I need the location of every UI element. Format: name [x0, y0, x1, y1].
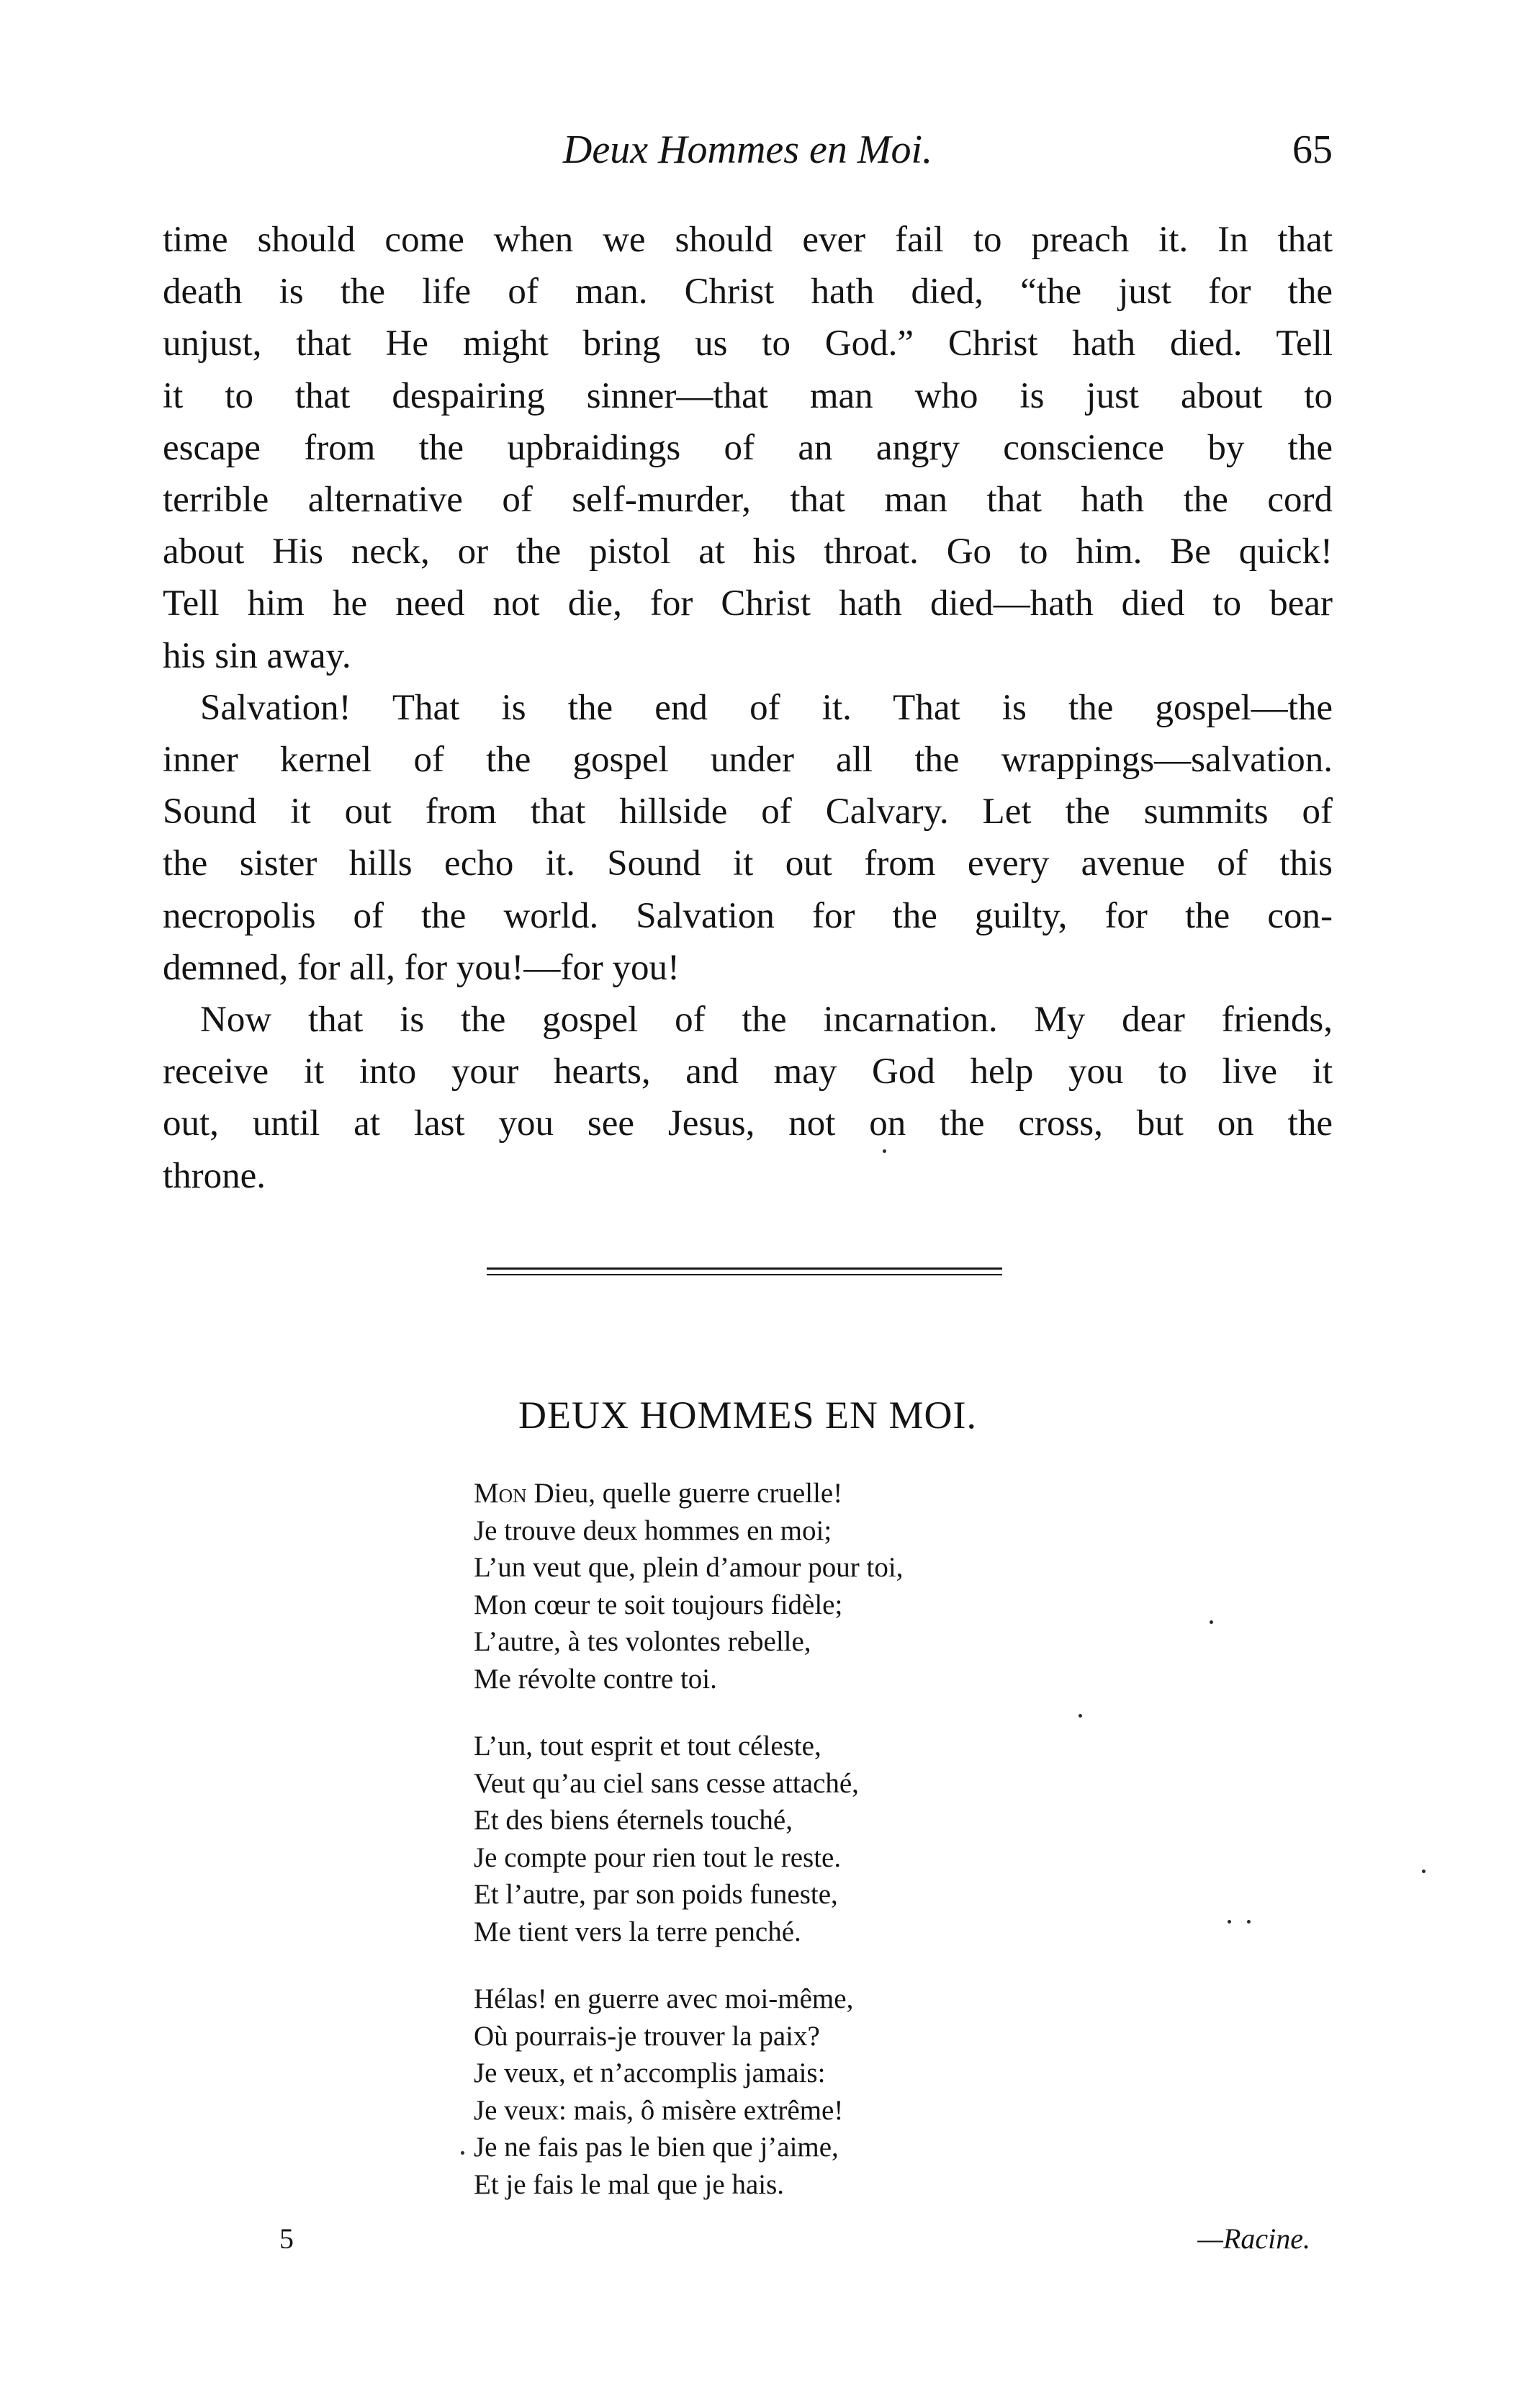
poem-title: DEUX HOMMES EN MOI.	[518, 1394, 977, 1437]
text-line: Tell him he need not die, for Christ hath died—hath died to bear	[163, 583, 1333, 624]
stanza-1	[474, 1475, 1302, 1697]
text-line: the sister hills echo it. Sound it out from every avenue of this	[163, 843, 1333, 884]
verse-line	[474, 1475, 1302, 1512]
paragraph-1	[163, 214, 1333, 682]
text-line: Sound it out from that hillside of Calvary. Let the summits of	[163, 791, 1333, 833]
text-line: Now that is the gospel of the incarnation. My dear friends,	[200, 1000, 1333, 1041]
ink-speck	[1210, 1620, 1213, 1624]
page-number: 65	[1292, 127, 1333, 172]
verse-line: L’autre, à tes volontes rebelle,	[474, 1626, 811, 1657]
divider-rule-bottom	[487, 1274, 1002, 1275]
poem-attribution: —Racine.	[1197, 2222, 1310, 2255]
text-line: out, until at last you see Jesus, not on the cross, but on the	[163, 1103, 1333, 1144]
verse-line-rest: Dieu, quelle guerre cruelle!	[526, 1478, 843, 1509]
running-title: Deux Hommes en Moi.	[562, 127, 933, 172]
verse-line: Je trouve deux hommes en moi;	[474, 1514, 832, 1546]
paragraph-2	[163, 682, 1333, 994]
verse-line: Me révolte contre toi.	[474, 1663, 717, 1695]
text-line: escape from the upbraidings of an angry conscience by the	[163, 427, 1333, 468]
text-line: death is the life of man. Christ hath died, “the just for the	[163, 271, 1333, 313]
verse-line: Veut qu’au ciel sans cesse attaché,	[474, 1767, 859, 1799]
ink-speck	[1228, 1920, 1231, 1924]
verse-line: Je ne fais pas le bien que j’aime,	[474, 2132, 839, 2163]
ink-speck	[1422, 1870, 1426, 1873]
text-line: unjust, that He might bring us to God.” Christ hath died. Tell	[163, 323, 1333, 364]
divider-rule-top	[487, 1267, 1002, 1270]
text-line: receive it into your hearts, and may God help you to live it	[163, 1051, 1333, 1092]
stanza-3	[474, 1980, 1302, 2203]
ink-speck	[883, 1149, 886, 1153]
signature-mark: 5	[279, 2222, 294, 2255]
text-line: it to that despairing sinner—that man who is just about to	[163, 375, 1333, 416]
verse-line: Et des biens éternels touché,	[474, 1805, 793, 1836]
verse-line: Mon cœur te soit toujours fidèle;	[474, 1589, 843, 1620]
verse-line: L’un veut que, plein d’amour pour toi,	[474, 1552, 904, 1583]
opening-word: Mon	[474, 1478, 527, 1509]
verse-line: Hélas! en guerre avec moi-même,	[474, 1983, 854, 2014]
sermon-text	[163, 214, 1333, 1202]
verse-line: Je compte pour rien tout le reste.	[474, 1841, 842, 1873]
text-line: about His neck, or the pistol at his throat. Go to him. Be quick!	[163, 531, 1333, 573]
stanza-2	[474, 1728, 1302, 1950]
verse-line: Et je fais le mal que je hais.	[474, 2168, 785, 2200]
verse-line: L’un, tout esprit et tout céleste,	[474, 1731, 821, 1762]
verse-line: Me tient vers la terre penché.	[474, 1916, 801, 1947]
paragraph-3	[163, 994, 1333, 1202]
section-divider	[487, 1265, 1002, 1280]
text-line: throne.	[163, 1155, 266, 1196]
verse-line: Et l’autre, par son poids funeste,	[474, 1879, 838, 1910]
text-line: demned, for all, for you!—for you!	[163, 947, 680, 988]
text-line: necropolis of the world. Salvation for the guilty, for the con-	[163, 895, 1333, 936]
poem	[474, 1475, 1302, 2233]
verse-line: Où pourrais-je trouver la paix?	[474, 2020, 820, 2052]
verse-line: Je veux, et n’accomplis jamais:	[474, 2057, 826, 2088]
text-line: his sin away.	[163, 635, 351, 676]
text-line: Salvation! That is the end of it. That is the gospel—the	[200, 687, 1333, 728]
verse-line: Je veux: mais, ô misère extrême!	[474, 2094, 844, 2126]
ink-speck	[1079, 1714, 1082, 1718]
text-line: inner kernel of the gospel under all the wrappings—salvation.	[163, 740, 1333, 781]
running-head	[163, 121, 1333, 179]
text-line: time should come when we should ever fail to preach it. In that	[163, 220, 1333, 260]
ink-speck	[461, 2151, 464, 2155]
text-line: terrible alternative of self-murder, that man that hath the cord	[163, 480, 1333, 521]
ink-speck	[1247, 1920, 1251, 1924]
